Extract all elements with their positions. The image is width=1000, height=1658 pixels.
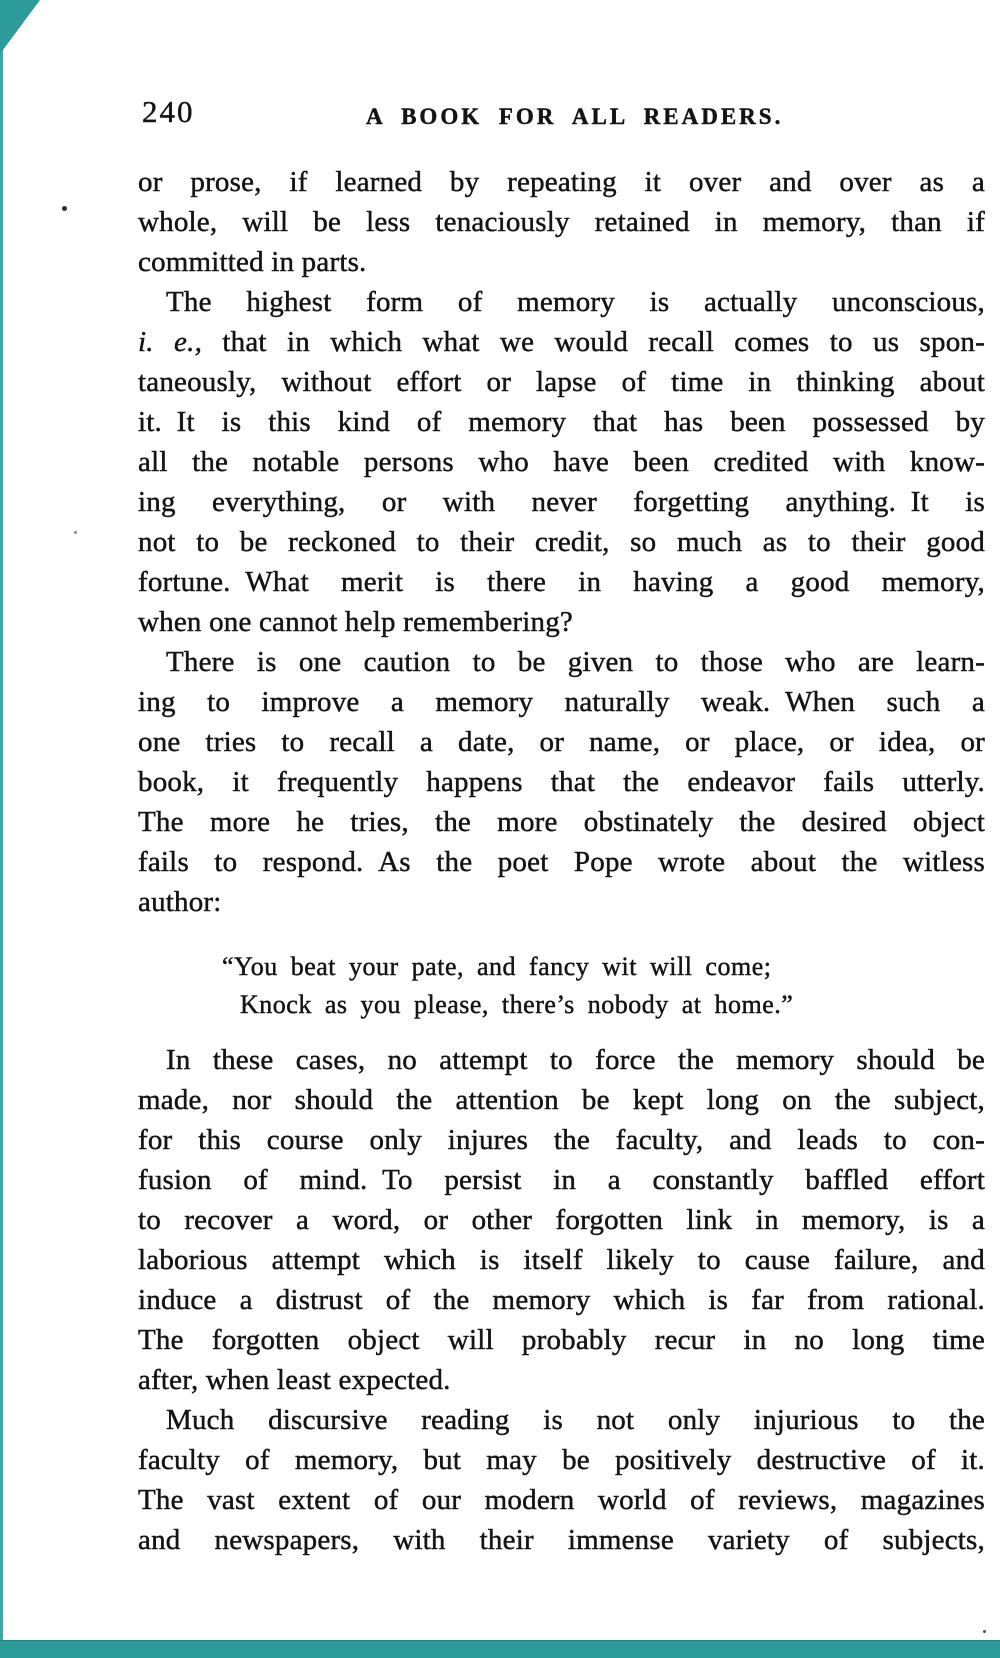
- text-line: The vast extent of our modern world of reviews, magazines: [138, 1484, 985, 1516]
- text-line: author:: [138, 886, 222, 918]
- text-fragment: that in which what we would recall comes to us spon-: [222, 326, 985, 358]
- text-line: There is one caution to be given to those who are learn-: [166, 646, 985, 678]
- quote-line: Knock as you please, there’s nobody at home.”: [240, 990, 794, 1019]
- text-line: and newspapers, with their immense variety of subjects,: [138, 1524, 985, 1556]
- verse-quote: [138, 948, 985, 1024]
- text-line: to recover a word, or other forgotten link in memory, is a: [138, 1204, 985, 1236]
- text-line: or prose, if learned by repeating it over and over as a: [138, 166, 985, 198]
- text-line: Much discursive reading is not only injurious to the: [166, 1404, 985, 1436]
- text-line: fortune. What merit is there in having a good memory,: [138, 566, 985, 598]
- body-text: [138, 162, 985, 1560]
- running-title: A BOOK FOR ALL READERS.: [366, 104, 784, 129]
- page-number: 240: [142, 94, 195, 129]
- text-line: one tries to recall a date, or name, or place, or idea, or: [138, 726, 985, 758]
- scan-corner-triangle: [0, 0, 40, 54]
- scan-speck: [74, 531, 77, 534]
- text-line: induce a distrust of the memory which is far from rational.: [138, 1284, 985, 1316]
- text-line: The forgotten object will probably recur in no long time: [138, 1324, 985, 1356]
- text-line: not to be reckoned to their credit, so much as to their good: [138, 526, 985, 558]
- text-line: it. It is this kind of memory that has been possessed by: [138, 406, 985, 438]
- text-line: fusion of mind. To persist in a constantly baffled effort: [138, 1164, 985, 1196]
- text-line: for this course only injures the faculty, and leads to con-: [138, 1124, 985, 1156]
- text-line: ing everything, or with never forgetting anything. It is: [138, 486, 985, 518]
- text-line: committed in parts.: [138, 246, 367, 278]
- text-line: whole, will be less tenaciously retained in memory, than if: [138, 206, 985, 238]
- paragraph: [138, 1400, 985, 1560]
- text-line: In these cases, no attempt to force the memory should be: [166, 1044, 985, 1076]
- text-line: book, it frequently happens that the endeavor fails utterly.: [138, 766, 985, 798]
- text-line: taneously, without effort or lapse of time in thinking about: [138, 366, 985, 398]
- text-line: laborious attempt which is itself likely to cause failure, and: [138, 1244, 985, 1276]
- text-line: [138, 322, 985, 362]
- paragraph: [138, 1040, 985, 1400]
- paragraph: [138, 642, 985, 922]
- text-line: all the notable persons who have been credited with know-: [138, 446, 985, 478]
- text-line: faculty of memory, but may be positively destructive of it.: [138, 1444, 985, 1476]
- text-line: fails to respond. As the poet Pope wrote about the witless: [138, 846, 985, 878]
- paragraph: [138, 162, 985, 282]
- text-line: The highest form of memory is actually unconscious,: [166, 286, 985, 318]
- text-line: after, when least expected.: [138, 1364, 451, 1396]
- quote-line: “You beat your pate, and fancy wit will come;: [222, 952, 772, 981]
- text-line: when one cannot help remembering?: [138, 606, 573, 638]
- scan-speck: [62, 206, 67, 211]
- latin-abbreviation: i. e.,: [138, 326, 203, 358]
- paragraph: [138, 282, 985, 642]
- text-line: ing to improve a memory naturally weak. When such a: [138, 686, 985, 718]
- text-line: made, nor should the attention be kept long on the subject,: [138, 1084, 985, 1116]
- scan-edge-bottom-bar: [0, 1640, 1000, 1658]
- text-line: The more he tries, the more obstinately the desired object: [138, 806, 985, 838]
- scan-speck: [983, 1630, 986, 1633]
- scan-edge-left-line: [0, 0, 3, 1658]
